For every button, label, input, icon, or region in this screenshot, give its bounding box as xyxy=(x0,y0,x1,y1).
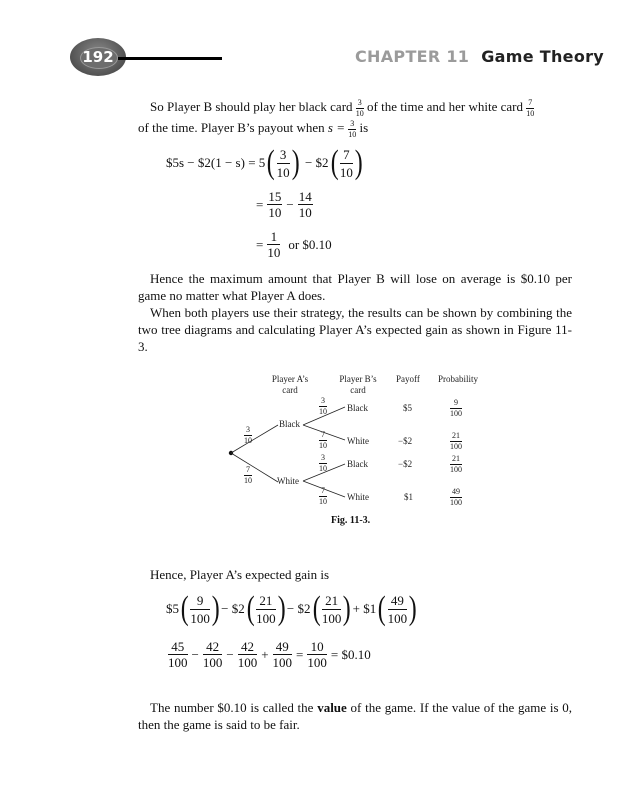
outcome-1-payoff: $5 xyxy=(403,403,412,413)
branch-label-a-white: White xyxy=(277,476,299,486)
outcome-4-probability: $\frac{49}{100}$ xyxy=(450,487,462,507)
paragraph-max-loss: Hence the maximum amount that Player B will lose on average is $0.10 per game no matter what Player A does. xyxy=(138,271,572,303)
expected-gain-intro: Hence, Player A’s expected gain is xyxy=(150,567,330,582)
fraction: $\frac{9}{100}$ xyxy=(190,592,210,626)
tree-branch-a-black xyxy=(231,425,278,453)
outcome-2-payoff: −$2 xyxy=(398,436,413,446)
fraction: $\frac{49}{100}$ xyxy=(272,639,293,670)
fraction: $\frac{7}{10}$ xyxy=(339,146,353,180)
intro-line-2: of the time. Player B’s payout when s = $\frac{3}{10}$ is xyxy=(138,118,369,139)
outcome-2-b-card: White xyxy=(347,436,369,446)
outcome-1-b-prob: $\frac{3}{10}$ xyxy=(319,396,327,416)
fraction: $\frac{21}{100}$ xyxy=(256,592,276,626)
outcome-4-payoff: $1 xyxy=(404,492,413,502)
branch-prob-a-white: $\frac{7}{10}$ xyxy=(244,465,252,485)
payout-equation-line-3: = $\frac{1}{10}$ or $0.10 xyxy=(256,229,332,260)
branch-prob-a-black: $\frac{3}{10}$ xyxy=(244,425,252,445)
outcome-3-payoff: −$2 xyxy=(398,459,413,469)
expected-gain-line-2: $\frac{45}{100}$ − $\frac{42}{100}$ − $\frac{42}{100}$ + $\frac{49}{100}$ = $\frac{10}{100}$ = $0.10 xyxy=(168,639,371,670)
figure-header-probability: Probability xyxy=(438,374,478,384)
term-value: value xyxy=(317,700,347,715)
outcome-4-b-prob: $\frac{7}{10}$ xyxy=(319,486,327,506)
paragraph-value-of-game: The number $0.10 is called the value of the game. If the value of the game is 0, then the game is said to be fair. xyxy=(138,700,572,732)
fraction: $\frac{15}{10}$ xyxy=(268,189,282,220)
fraction: $\frac{14}{10}$ xyxy=(298,189,312,220)
fraction: $\frac{42}{100}$ xyxy=(237,639,258,670)
fraction: $\frac{3}{10}$ xyxy=(348,118,357,139)
fraction: $\frac{21}{100}$ xyxy=(321,592,342,626)
payout-equation-line-1: $5s − $2(1 − s) = 5 ( $\frac{3}{10}$ ) − $2 ( $\frac{7}{10}$ ) xyxy=(166,144,363,181)
payout-equation-line-2: = $\frac{15}{10}$ − $\frac{14}{10}$ xyxy=(256,189,312,220)
outcome-3-b-prob: $\frac{3}{10}$ xyxy=(319,453,327,473)
fraction: $\frac{7}{10}$ xyxy=(526,97,535,118)
outcome-1-b-card: Black xyxy=(347,403,368,413)
figure-header-player-b: Player B’s card xyxy=(339,374,377,395)
fraction: $\frac{10}{100}$ xyxy=(307,639,327,670)
fraction: $\frac{3}{10}$ xyxy=(355,97,364,118)
branch-label-a-black: Black xyxy=(279,419,300,429)
chapter-name: Game Theory xyxy=(481,47,605,66)
fraction: $\frac{45}{100}$ xyxy=(168,639,188,670)
figure-header-payoff: Payoff xyxy=(396,374,420,384)
outcome-3-b-card: Black xyxy=(347,459,368,469)
figure-caption: Fig. 11-3. xyxy=(331,515,371,526)
outcome-4-b-card: White xyxy=(347,492,369,502)
outcome-2-probability: $\frac{21}{100}$ xyxy=(450,431,462,451)
page-number: 192 xyxy=(82,48,114,66)
outcome-3-probability: $\frac{21}{100}$ xyxy=(450,454,462,474)
chapter-label: CHAPTER 11 xyxy=(355,47,470,66)
fraction: $\frac{42}{100}$ xyxy=(202,639,223,670)
fraction: $\frac{3}{10}$ xyxy=(276,146,290,180)
outcome-1-probability: $\frac{9}{100}$ xyxy=(450,398,462,418)
expected-gain-line-1: $5 ( $\frac{9}{100}$ ) − $2 ( $\frac{21}{100}$ ) − $2 ( $\frac{21}{100}$ ) + $1 ( $\frac{49}{100}$ ) xyxy=(166,590,417,627)
fraction: $\frac{49}{100}$ xyxy=(387,592,408,626)
paragraph-combined-strategy: When both players use their strategy, the results can be shown by combining the two tree diagrams and calculating Player A’s expected gain as shown in Figure 11-3. xyxy=(138,305,572,354)
tree-branch-a-white xyxy=(231,453,278,482)
fraction: $\frac{1}{10}$ xyxy=(267,229,281,260)
intro-line-1: So Player B should play her black card $\frac{3}{10}$ of the time and her white card $\frac{7}{10}$ xyxy=(150,97,535,118)
figure-header-player-a: Player A’s card xyxy=(271,374,309,395)
outcome-2-b-prob: $\frac{7}{10}$ xyxy=(319,430,327,450)
